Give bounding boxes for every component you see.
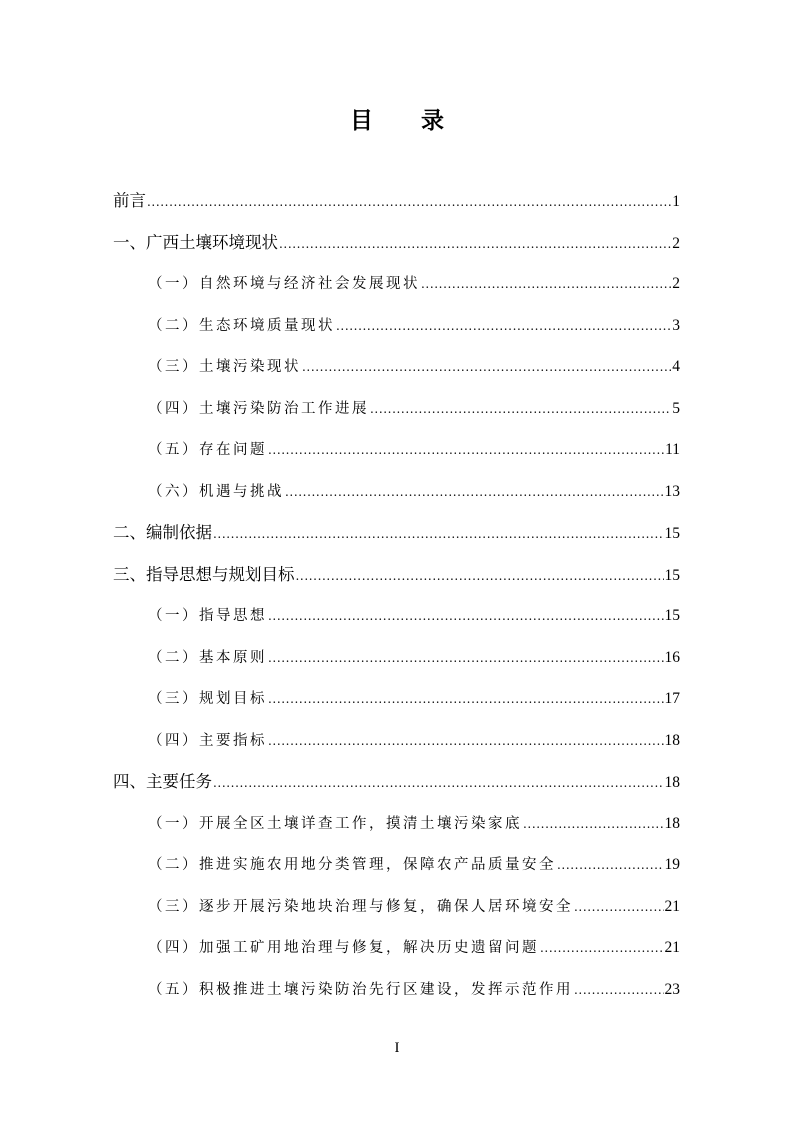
toc-entry-page: 2	[672, 234, 680, 252]
dot-leader	[540, 928, 664, 970]
dot-leader	[574, 970, 664, 1012]
dot-leader	[557, 845, 664, 887]
toc-entry[interactable]	[113, 761, 680, 803]
page-title: 目 录	[349, 107, 464, 134]
toc-entry-label: （三）土壤污染现状	[148, 359, 301, 375]
toc-entry-label: 三、指导思想与规划目标	[113, 564, 295, 584]
dot-leader	[523, 804, 664, 846]
toc-entry-page: 15	[664, 607, 680, 624]
toc-entry-label: （四）加强工矿用地治理与修复，解决历史遗留问题	[148, 940, 539, 956]
dot-leader	[574, 887, 664, 929]
toc-entry-page: 18	[664, 774, 680, 791]
toc-entry-page: 5	[672, 399, 680, 417]
toc-entry[interactable]	[113, 222, 680, 264]
toc-entry[interactable]	[113, 429, 680, 471]
dot-leader	[268, 679, 664, 721]
dot-leader	[268, 430, 664, 472]
dot-leader	[302, 347, 671, 389]
toc-entry-page: 4	[672, 358, 680, 375]
toc-entry-page: 18	[664, 731, 680, 749]
toc-entry[interactable]	[113, 180, 680, 222]
toc-entry-label: （四）土壤污染防治工作进展	[148, 400, 369, 417]
toc-entry[interactable]	[113, 637, 680, 679]
toc-entry-page: 15	[664, 566, 680, 584]
toc-entry[interactable]	[113, 471, 680, 513]
toc-entry-page: 2	[672, 275, 680, 292]
dot-leader	[370, 389, 671, 431]
toc-entry-page: 17	[664, 690, 680, 707]
toc-entry-label: （二）生态环境质量现状	[148, 317, 335, 334]
toc-entry-label: （四）主要指标	[148, 732, 267, 749]
toc-entry-page: 3	[672, 316, 680, 334]
toc-entry-label: （三）逐步开展污染地块治理与修复，确保人居环境安全	[148, 898, 573, 915]
toc-entry-label: （五）存在问题	[148, 442, 267, 458]
toc-entry-page: 21	[664, 897, 680, 915]
dot-leader	[336, 306, 671, 348]
toc-entry-label: （一）自然环境与经济社会发展现状	[148, 276, 420, 292]
toc-entry-label: 一、广西土壤环境现状	[113, 232, 278, 252]
table-of-contents	[113, 180, 680, 1010]
dot-leader	[268, 721, 664, 763]
toc-entry-label: （一）开展全区土壤详查工作，摸清土壤污染家底	[148, 815, 522, 832]
toc-entry-page: 15	[664, 525, 680, 542]
toc-entry-label: （六）机遇与挑战	[148, 483, 284, 500]
toc-entry[interactable]	[113, 678, 680, 720]
toc-entry-label: （二）推进实施农用地分类管理，保障农产品质量安全	[148, 857, 556, 873]
dot-leader	[296, 556, 664, 598]
dot-leader	[279, 224, 671, 266]
dot-leader	[421, 264, 671, 306]
dot-leader	[268, 596, 664, 638]
page-number: I	[394, 1040, 400, 1056]
toc-entry[interactable]	[113, 844, 680, 886]
toc-entry[interactable]	[113, 512, 680, 554]
dot-leader	[285, 472, 664, 514]
toc-entry-page: 21	[664, 939, 680, 956]
toc-entry[interactable]	[113, 595, 680, 637]
toc-entry-page: 23	[664, 980, 680, 998]
dot-leader	[147, 182, 671, 224]
toc-entry-label: 二、编制依据	[113, 523, 212, 542]
toc-entry[interactable]	[113, 927, 680, 969]
toc-entry-label: （二）基本原则	[148, 649, 267, 666]
toc-entry-label: 前言	[113, 191, 146, 210]
dot-leader	[268, 638, 664, 680]
toc-entry[interactable]	[113, 554, 680, 596]
toc-entry-page: 18	[664, 814, 680, 832]
toc-entry[interactable]	[113, 263, 680, 305]
toc-entry[interactable]	[113, 346, 680, 388]
dot-leader	[213, 763, 664, 805]
toc-entry-label: （五）积极推进土壤污染防治先行区建设，发挥示范作用	[148, 981, 573, 998]
toc-entry-label: 四、主要任务	[113, 772, 212, 791]
toc-entry-page: 16	[664, 648, 680, 666]
toc-entry[interactable]	[113, 720, 680, 762]
toc-entry-label: （三）规划目标	[148, 691, 267, 707]
dot-leader	[213, 514, 664, 556]
toc-entry-page: 13	[664, 482, 680, 500]
toc-entry[interactable]	[113, 886, 680, 928]
toc-entry[interactable]	[113, 305, 680, 347]
toc-entry[interactable]	[113, 388, 680, 430]
toc-entry-label: （一）指导思想	[148, 608, 267, 624]
toc-entry-page: 19	[664, 856, 680, 873]
toc-entry[interactable]	[113, 969, 680, 1011]
toc-entry-page: 1	[672, 193, 680, 210]
toc-entry-page: 11	[665, 441, 680, 458]
toc-entry[interactable]	[113, 803, 680, 845]
